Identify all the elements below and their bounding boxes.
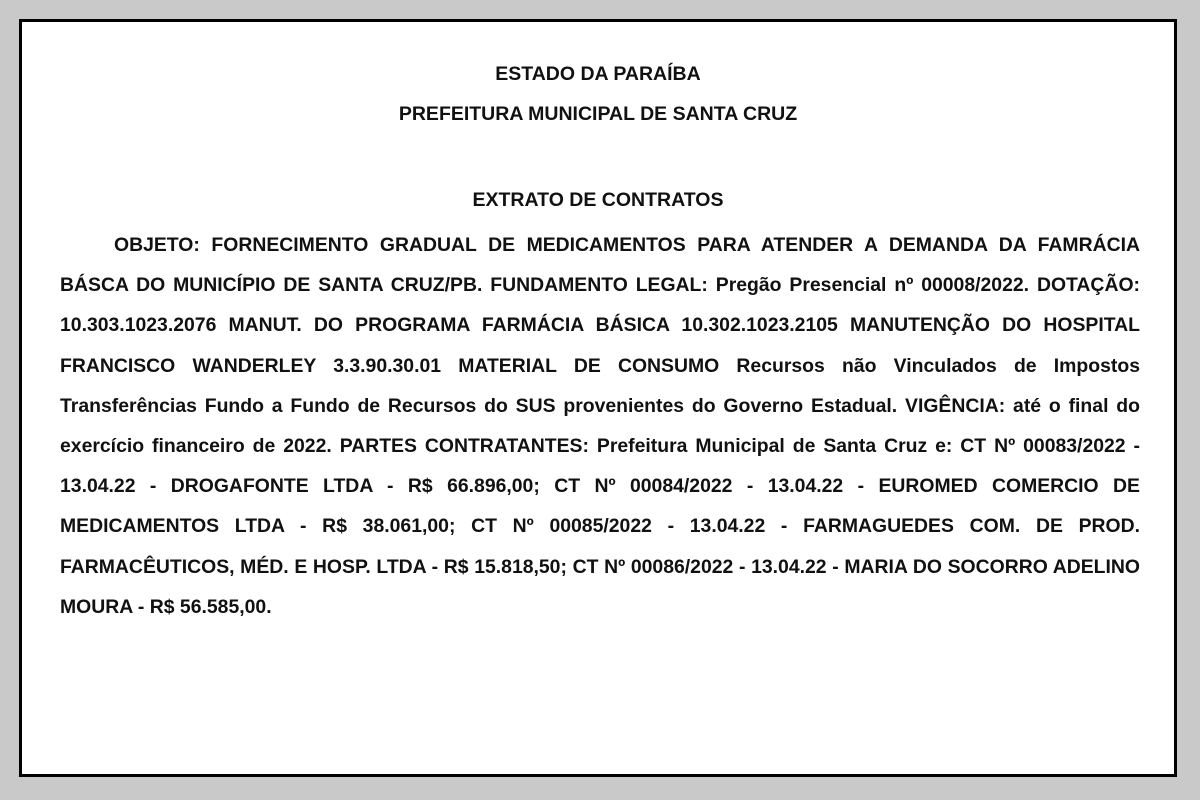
dotacao-text: Recursos não Vinculados de Impostos Transferências Fundo a Fundo de Recursos do SUS provenientes do Governo Estadual.	[60, 354, 1140, 417]
dotacao-label: DOTAÇÃO: 10.303.1023.2076 MANUT. DO PROGRAMA FARMÁCIA BÁSICA 10.302.1023.2105 MANUTENÇÃO DO HOSPITAL FRANCISCO WANDERLEY 3.3.90.30.01 MATERIAL DE CONSUMO	[60, 274, 1140, 377]
state-heading: ESTADO DA PARAÍBA	[495, 63, 701, 85]
partes-text: Prefeitura Municipal de Santa Cruz e:	[588, 435, 953, 458]
vigencia-label: VIGÊNCIA:	[897, 394, 1006, 417]
notice-box	[19, 19, 1177, 777]
partes-label: PARTES CONTRATANTES:	[331, 435, 589, 458]
extrato-title: EXTRATO DE CONTRATOS	[472, 189, 724, 211]
objeto-label: OBJETO: FORNECIMENTO GRADUAL DE MEDICAMENTOS PARA ATENDER A DEMANDA DA FAMRÁCIA BÁSCA DO MUNICÍPIO DE SANTA CRUZ/PB. FUNDAMENTO LEGAL:	[60, 234, 1140, 297]
prefeitura-heading: PREFEITURA MUNICIPAL DE SANTA CRUZ	[398, 103, 798, 125]
vigencia-text: até o final do exercício financeiro de 2022.	[60, 394, 1140, 458]
contracts-list: CT Nº 00083/2022 - 13.04.22 - DROGAFONTE LTDA - R$ 66.896,00; CT Nº 00084/2022 - 13.04.22 - EUROMED COMERCIO DE MEDICAMENTOS LTDA - R$ 38.061,00; CT Nº 00085/2022 - 13.04.22 - FARMAGUEDES COM. DE PROD. FARMACÊUTICOS, MÉD. E HOSP. LTDA - R$ 15.818,50; CT Nº 00086/2022 - 13.04.22 - MARIA DO SOCORRO ADELINO MOURA - R$ 56.585,00.	[60, 435, 1140, 618]
fundamento-text: Pregão Presencial nº 00008/2022.	[707, 274, 1030, 297]
contract-extract-body	[60, 225, 1140, 627]
